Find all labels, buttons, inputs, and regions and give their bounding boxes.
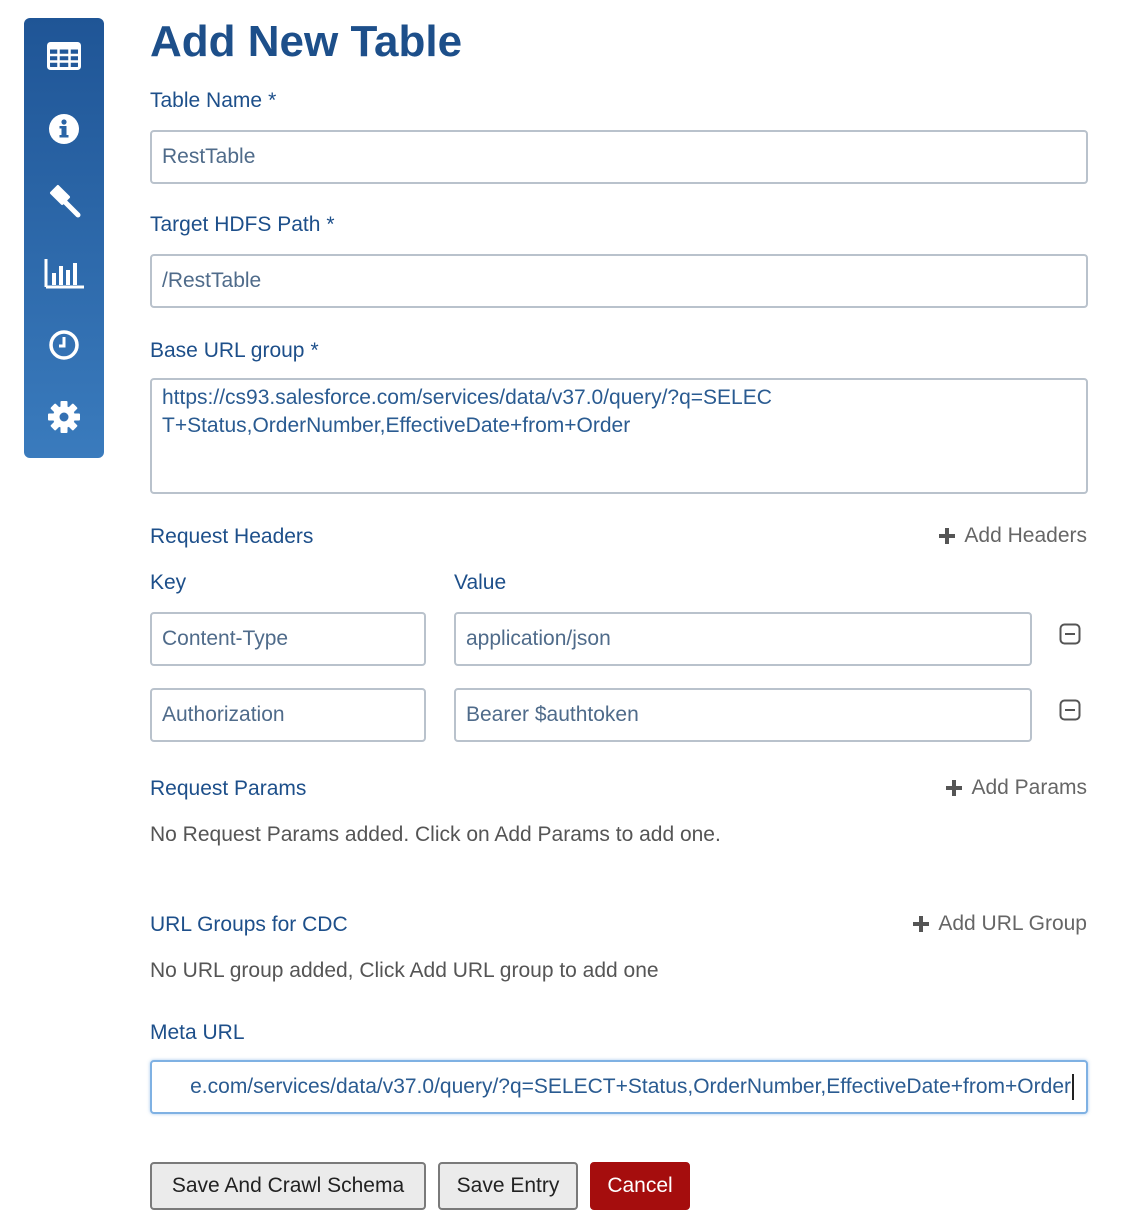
hdfs-path-label-text: Target HDFS Path: [150, 213, 321, 236]
meta-url-value: e.com/services/data/v37.0/query/?q=SELECT+Status,OrderNumber,EffectiveDate+from+Order: [190, 1075, 1071, 1098]
add-params-button[interactable]: [945, 776, 1087, 800]
header-key-value: Content-Type: [162, 627, 289, 650]
meta-url-label: Meta URL: [150, 1021, 245, 1044]
key-column-header: Key: [150, 571, 187, 594]
clock-icon: [48, 329, 80, 361]
save-entry-button[interactable]: Save Entry: [438, 1162, 578, 1210]
header-key-input[interactable]: [150, 688, 426, 742]
sidebar-item-history[interactable]: [24, 317, 104, 373]
table-name-label: [150, 88, 276, 114]
sidebar-item-stats[interactable]: [24, 245, 104, 301]
plus-icon: [912, 915, 930, 933]
base-url-label: [150, 338, 319, 364]
request-params-empty-text: No Request Params added. Click on Add Params to add one.: [150, 823, 721, 846]
add-url-group-button[interactable]: [912, 912, 1087, 936]
table-icon: [47, 42, 81, 70]
page-title: Add New Table: [150, 17, 463, 66]
request-headers-label: Request Headers: [150, 525, 314, 548]
header-key-input[interactable]: [150, 612, 426, 666]
required-mark: *: [310, 339, 319, 362]
table-name-value: RestTable: [162, 145, 256, 168]
sidebar-item-tables[interactable]: [24, 28, 104, 84]
plus-icon: [938, 527, 956, 545]
required-mark: *: [268, 89, 277, 112]
gear-icon: [47, 400, 81, 434]
sidebar-item-info[interactable]: [24, 101, 104, 157]
request-params-label: Request Params: [150, 777, 307, 800]
plus-icon: [945, 779, 963, 797]
save-and-crawl-button[interactable]: Save And Crawl Schema: [150, 1162, 426, 1210]
add-params-label: Add Params: [971, 776, 1087, 799]
add-headers-label: Add Headers: [964, 524, 1087, 547]
meta-url-input[interactable]: [150, 1060, 1088, 1114]
hdfs-path-input[interactable]: [150, 254, 1088, 308]
text-caret: [1072, 1074, 1074, 1100]
sidebar-item-settings[interactable]: [24, 389, 104, 445]
bar-chart-icon: [44, 257, 84, 289]
remove-header-icon[interactable]: [1059, 623, 1081, 645]
url-groups-empty-text: No URL group added, Click Add URL group to add one: [150, 959, 659, 982]
base-url-value: https://cs93.salesforce.com/services/data/v37.0/query/?q=SELECT+Status,OrderNumber,EffectiveDate+from+Order: [162, 386, 772, 437]
add-headers-button[interactable]: [938, 524, 1087, 548]
header-value-input[interactable]: [454, 612, 1032, 666]
header-value-input[interactable]: [454, 688, 1032, 742]
cancel-button[interactable]: Cancel: [590, 1162, 690, 1210]
gavel-icon: [46, 183, 82, 219]
header-key-value: Authorization: [162, 703, 285, 726]
table-name-label-text: Table Name: [150, 89, 263, 112]
required-mark: *: [326, 213, 335, 236]
base-url-textarea[interactable]: [150, 378, 1088, 494]
info-icon: [48, 113, 80, 145]
url-groups-label: URL Groups for CDC: [150, 913, 348, 936]
header-value-value: Bearer $authtoken: [466, 703, 639, 726]
sidebar-item-gavel[interactable]: [24, 173, 104, 229]
sidebar: [24, 18, 104, 458]
table-name-input[interactable]: [150, 130, 1088, 184]
hdfs-path-value: /RestTable: [162, 269, 262, 292]
value-column-header: Value: [454, 571, 507, 594]
hdfs-path-label: [150, 212, 335, 238]
header-value-value: application/json: [466, 627, 611, 650]
base-url-label-text: Base URL group: [150, 339, 305, 362]
add-url-group-label: Add URL Group: [938, 912, 1087, 935]
remove-header-icon[interactable]: [1059, 699, 1081, 721]
